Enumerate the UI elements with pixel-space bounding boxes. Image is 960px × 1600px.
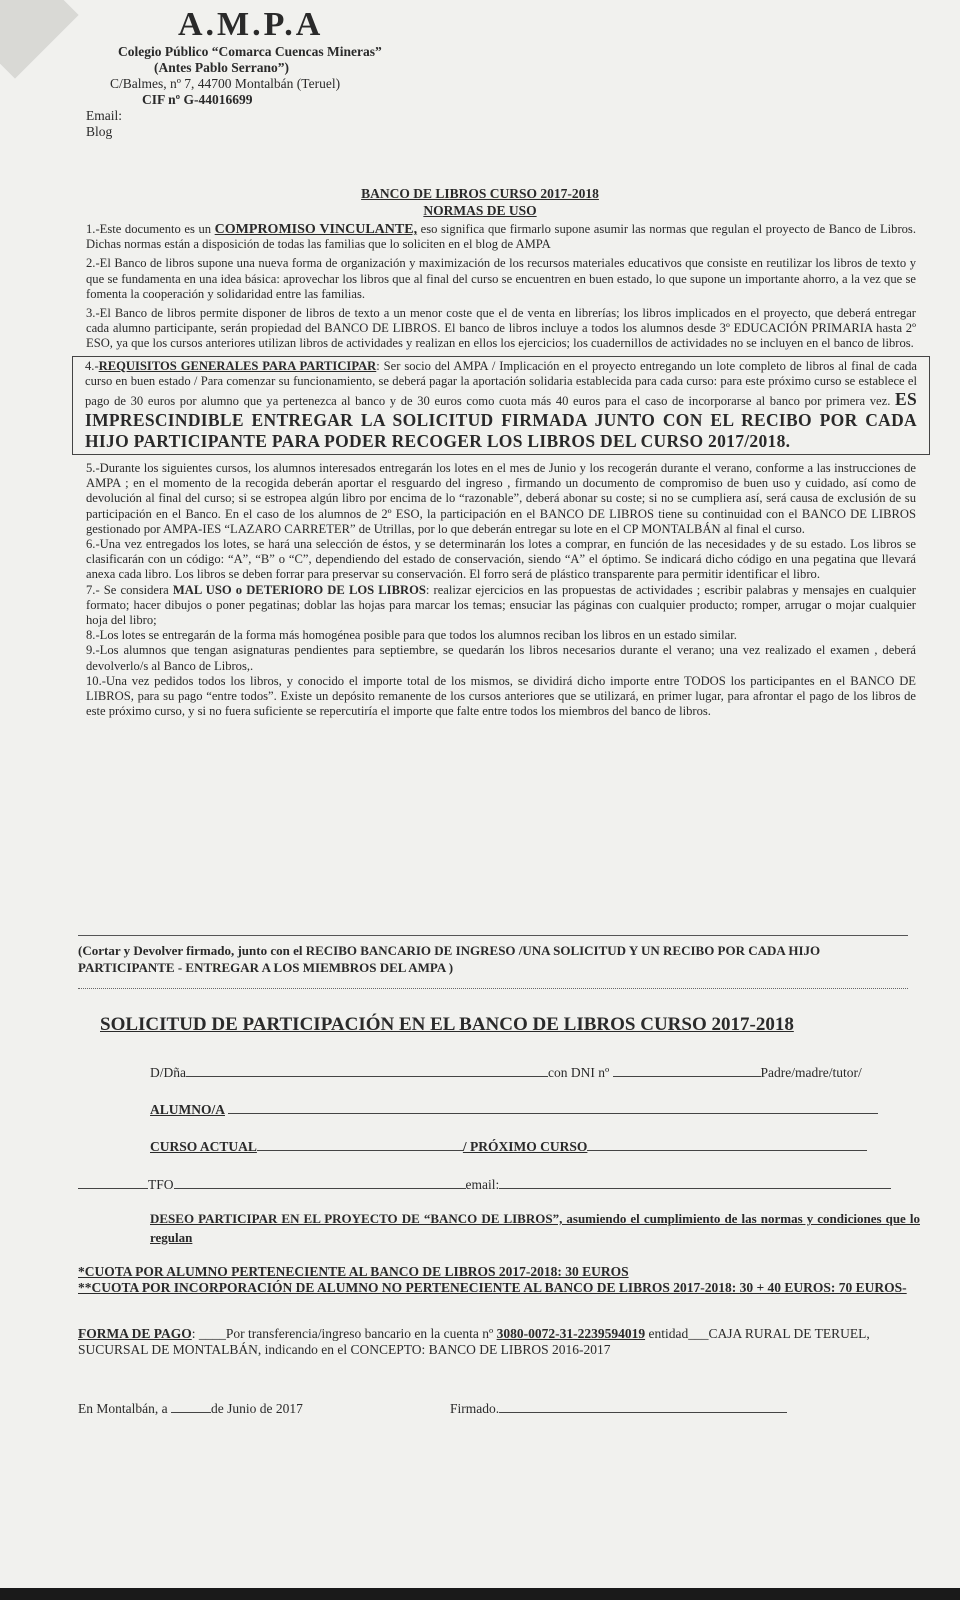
school-name: Colegio Público “Comarca Cuencas Mineras” — [118, 44, 382, 59]
place-date: En Montalbán, a de Junio de 2017 — [78, 1401, 303, 1416]
rule-3: 3.-El Banco de libros permite disponer de libros de texto a un menor coste que el de venta en librerías; los libros implicados en el proyecto, que deberá entregar cada alumno participante, serán propiedad del BANCO DE LIBROS. El banco de libros incluye a todos los alumnos desde 3º EDUCACIÓN PRIMARIA hasta 2º ESO, ya que los cursos anteriores utilizan libros de actividades y realizan en ellos los ejercicios; los cuadernillos de actividades no se incluyen en el banco de libros. — [86, 306, 916, 351]
phone-field[interactable] — [174, 1176, 466, 1189]
student-row — [150, 1101, 878, 1118]
participation-statement: DESEO PARTICIPAR EN EL PROYECTO DE “BANCO DE LIBROS”, asumiendo el cumplimiento de las normas y condiciones que lo regulan — [150, 1211, 920, 1245]
email-field[interactable] — [499, 1176, 891, 1189]
rule-7: 7.- Se considera MAL USO o DETERIORO DE LOS LIBROS: realizar ejercicios en las propuestas de actividades ; escribir palabras y mensajes en cualquier formato; hacer dibujos o poner pegatinas; doblar las hojas para marcar los temas; ensuciar las páginas con cualquier producto; romper, arrugar o mojar cualquier hoja del libro; — [86, 582, 916, 628]
blog-label: Blog — [86, 124, 113, 139]
padre-label: Padre/madre/tutor/ — [760, 1065, 862, 1080]
address: C/Balmes, nº 7, 44700 Montalbán (Teruel) — [110, 76, 341, 91]
firmado-label: Firmado. — [450, 1401, 500, 1416]
tfo-label: TFO — [148, 1177, 174, 1192]
forma-label: FORMA DE PAGO — [78, 1326, 192, 1341]
rule-2: 2.-El Banco de libros supone una nueva forma de organización y maximización de los recursos materiales educativos que consiste en reutilizar los libros de texto y que se fundamenta en una idea básica: aprovechar los libros que al final del curso se encuentren en buen estado, lo que supone un importante ahorro, a la vez que se fomenta la cooperación y solidaridad entre las familias. — [86, 256, 916, 301]
student-field[interactable] — [228, 1101, 878, 1114]
cut-line — [78, 988, 908, 989]
form-title: SOLICITUD DE PARTICIPACIÓN EN EL BANCO DE LIBROS CURSO 2017-2018 — [100, 1014, 794, 1035]
folded-corner — [0, 0, 79, 79]
signature-field[interactable] — [499, 1400, 787, 1413]
day-field[interactable] — [171, 1400, 211, 1413]
fee-new: **CUOTA POR INCORPORACIÓN DE ALUMNO NO PERTENECIENTE AL BANCO DE LIBROS 2017-2018: 30 + 40 EUROS: 70 EUROS- — [78, 1280, 907, 1295]
doc-title: BANCO DE LIBROS CURSO 2017-2018 — [361, 186, 599, 201]
dni-field[interactable] — [613, 1064, 761, 1077]
letterhead — [86, 6, 510, 140]
dni-label: con DNI nº — [548, 1065, 610, 1080]
rule-8: 8.-Los lotes se entregarán de la forma más homogénea posible para que todos los alumnos reciban los libros en un estado similar. — [86, 628, 737, 643]
mandatory-notice: ES IMPRESCINDIBLE ENTREGAR LA SOLICITUD FIRMADA JUNTO CON EL RECIBO POR CADA HIJO PARTICIPANTE PARA PODER RECOGER LOS LIBROS DEL CURSO 2017/2018. — [85, 389, 917, 452]
former-name: (Antes Pablo Serrano”) — [154, 60, 289, 75]
contact-row — [78, 1176, 891, 1193]
email-field-label: email: — [465, 1177, 500, 1192]
rule-9: 9.-Los alumnos que tengan asignaturas pendientes para septiembre, se quedarán los libros necesarios durante el verano; una vez realizado el examen , deberá devolverlo/s al Banco de Libros,. — [86, 643, 916, 673]
requirements-box: 4.-REQUISITOS GENERALES PARA PARTICIPAR: Ser socio del AMPA / Implicación en el proyecto entregando un lote completo de libros al final de cada curso en buen estado / Para comenzar su funcionamiento, se deberá pagar la aportación solidaria establecida para cada curso: para este próximo curso se establece el pago de 30 euros por alumno que ya pertenezca al banco y de 30 euros como cuota más 40 euros para el caso de incorporarse al banco por primera vez. ES IMPRESCINDIBLE ENTREGAR LA SOLICITUD FIRMADA JUNTO CON EL RECIBO POR CADA HIJO PARTICIPANTE PARA PODER RECOGER LOS LIBROS DEL CURSO 2017/2018. — [72, 356, 930, 455]
proximo-curso-label: / PRÓXIMO CURSO — [462, 1139, 588, 1154]
email-label: Email: — [86, 108, 122, 123]
doc-subtitle: NORMAS DE USO — [423, 203, 537, 218]
next-course-field[interactable] — [587, 1138, 867, 1151]
course-row — [150, 1138, 867, 1155]
name-field[interactable] — [186, 1064, 548, 1077]
current-course-field[interactable] — [257, 1138, 463, 1151]
rule-1: 1.-Este documento es un COMPROMISO VINCULANTE, eso significa que firmarlo supone asumir las normas que regulan el proyecto de Banco de Libros. Dichas normas están a disposición de todas las familias que lo soliciten en el blog de AMPA — [86, 222, 916, 252]
rule-5: 5.-Durante los siguientes cursos, los alumnos interesados entregarán los lotes en el mes de Junio y los recogerán durante el verano, conforme a las instrucciones de AMPA ; en el momento de la recogida deberán aportar el resguardo del ingreso , firmando un documento de compromiso de buen uso y cuidado, así como de devolución al final del curso; si se estropea algún libro por encima de lo “razonable”, deberá abonar su coste; si no se cumpliera así, será causa de exclusión de su participación en el Banco. En el caso de los alumnos de 2º ESO, la participación en el BANCO DE LIBROS tiene su continuidad con el BANCO DE LIBROS gestionado por AMPA-IES “LAZARO CARRETER” de Utrillas, por lo que deberán entregar su lote en el CP MONTALBÁN al final el curso. — [86, 461, 916, 536]
fees — [78, 1264, 928, 1296]
rules-text — [86, 222, 916, 719]
account-number: 3080-0072-31-2239594019 — [496, 1326, 646, 1341]
dna-label: D/Dña — [150, 1065, 186, 1080]
payment-method: FORMA DE PAGO: ____Por transferencia/ingreso bancario en la cuenta nº 3080-0072-31-2239594019 entidad___CAJA RURAL DE TERUEL, SUCURSAL DE MONTALBÁN, indicando en el CONCEPTO: BANCO DE LIBROS 2016-2017 — [78, 1326, 870, 1357]
fee-member: *CUOTA POR ALUMNO PERTENECIENTE AL BANCO DE LIBROS 2017-2018: 30 EUROS — [78, 1264, 629, 1279]
signature-row — [450, 1400, 787, 1417]
rule-6: 6.-Una vez entregados los lotes, se hará una selección de éstos, y se determinarán los lotes a comprar, en función de las necesidades y de su estado. Los libros se clasificarán con un código: “A”, “B” o “C”, dependiendo del estado de conservación, siendo “A” el óptimo. Se indicará dicho código en una pegatina que llevará anexa cada libro. Los libros se deben forrar para preservar su conservación. El forro será de plástico transparente para permitir identificar el libro. — [86, 537, 916, 582]
rule-10: 10.-Una vez pedidos todos los libros, y conocido el importe total de los mismos, se dividirá dicho importe entre TODOS los participantes en el BANCO DE LIBROS, para su pago “entre todos”. Existe un depósito remanente de los cursos anteriores que se utilizará, en primer lugar, para afrontar el pago de los libros de este próximo curso, y si no fuera suficiente se repercutiría el importe que falte entre todos los miembros del banco de libros. — [86, 673, 916, 719]
cut-instruction: (Cortar y Devolver firmado, junto con el RECIBO BANCARIO DE INGRESO /UNA SOLICITUD Y UN RECIBO POR CADA HIJO PARTICIPANTE - ENTREGAR A LOS MIEMBROS DEL AMPA ) — [78, 935, 908, 976]
org-name: A.M.P.A — [178, 6, 324, 43]
name-row — [150, 1064, 862, 1081]
tfo-prefix-line — [78, 1176, 148, 1189]
alumno-label: ALUMNO/A — [150, 1102, 225, 1117]
curso-actual-label: CURSO ACTUAL — [150, 1139, 257, 1154]
cif: CIF nº G-44016699 — [142, 92, 253, 107]
